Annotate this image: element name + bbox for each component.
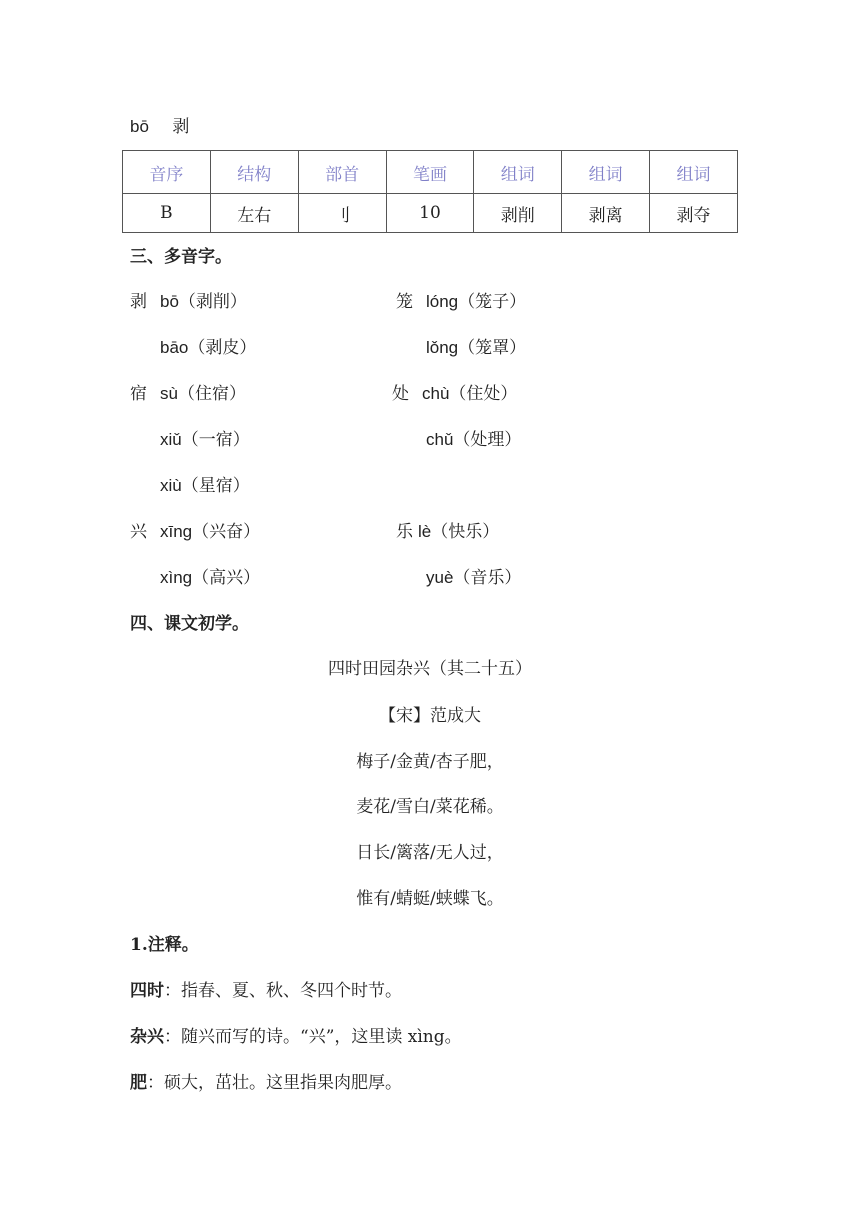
polyphone-char: 宿 — [130, 384, 147, 404]
note-item — [130, 980, 402, 1002]
note-item — [130, 1026, 462, 1048]
note-term: 肥 — [130, 1073, 147, 1093]
table-header-row — [123, 151, 738, 194]
polyphone-word: （笼罩） — [458, 338, 527, 358]
polyphone-word: （住宿） — [177, 384, 246, 404]
table-header-cell: 组词 — [562, 151, 650, 194]
note-separator: ： — [164, 981, 181, 1001]
polyphone-entry — [396, 521, 499, 543]
polyphone-reading: sù — [160, 384, 178, 403]
table-header-cell: 结构 — [210, 151, 298, 194]
header-line — [130, 116, 189, 138]
polyphone-reading: xiǔ — [160, 430, 182, 449]
polyphone-entry — [392, 383, 517, 405]
note-term: 四时 — [130, 981, 164, 1001]
polyphone-reading: xiù — [160, 476, 182, 495]
header-pinyin: bō — [130, 117, 149, 136]
table-row — [123, 194, 738, 233]
table-header-cell: 笔画 — [386, 151, 474, 194]
polyphone-entry — [130, 429, 250, 451]
table-header-cell: 组词 — [650, 151, 738, 194]
poem-line: 日长/篱落/无人过， — [356, 843, 504, 863]
polyphone-entry — [396, 429, 521, 451]
polyphone-char: 笼 — [396, 292, 413, 312]
polyphone-entry — [130, 475, 250, 497]
section-title-polyphones: 三、多音字。 — [130, 247, 232, 267]
poem-line: 麦花/雪白/菜花稀。 — [356, 797, 504, 817]
polyphone-word: （音乐） — [453, 568, 522, 588]
polyphone-reading: chù — [422, 384, 450, 403]
polyphone-word: （剥削） — [178, 292, 247, 312]
polyphone-word: （兴奋） — [192, 522, 261, 542]
poem-title: 四时田园杂兴（其二十五） — [328, 659, 532, 679]
polyphone-word: （星宿） — [181, 476, 250, 496]
polyphone-entry — [396, 567, 521, 589]
table-cell: 剥夺 — [650, 194, 738, 233]
polyphone-word: （剥皮） — [188, 338, 257, 358]
note-text: 硕大，茁壮。这里指果肉肥厚。 — [164, 1073, 402, 1093]
polyphone-entry — [130, 567, 260, 589]
polyphone-entry — [130, 383, 246, 405]
note-text: 指春、夏、秋、冬四个时节。 — [181, 981, 402, 1001]
note-separator: ： — [164, 1027, 181, 1047]
note-text: 随兴而写的诗。“兴”，这里读 xìng。 — [181, 1027, 462, 1047]
polyphone-word: （笼子） — [458, 292, 527, 312]
table-cell: 剥削 — [474, 194, 562, 233]
polyphone-reading: lè — [418, 522, 432, 541]
polyphone-char: 兴 — [130, 522, 147, 542]
polyphone-entry — [130, 521, 260, 543]
poem-line: 惟有/蜻蜓/蛱蝶飞。 — [356, 889, 504, 909]
polyphone-reading: bāo — [160, 338, 189, 357]
polyphone-word: （一宿） — [181, 430, 250, 450]
table-header-cell: 部首 — [298, 151, 386, 194]
polyphone-reading: xīng — [160, 522, 193, 541]
section-title-text-study: 四、课文初学。 — [130, 614, 249, 634]
polyphone-char: 乐 — [396, 522, 413, 542]
polyphone-word: （高兴） — [192, 568, 261, 588]
polyphone-char: 剥 — [130, 292, 147, 312]
polyphone-word: （处理） — [453, 430, 522, 450]
polyphone-entry — [130, 337, 256, 359]
polyphone-entry — [396, 337, 526, 359]
polyphone-word: （快乐） — [431, 522, 500, 542]
poem-line: 梅子/金黄/杏子肥， — [356, 752, 504, 772]
note-term: 杂兴 — [130, 1027, 164, 1047]
polyphone-reading: lóng — [426, 292, 459, 311]
poem-author: 【宋】范成大 — [379, 706, 481, 726]
character-table — [122, 150, 738, 233]
note-separator: ： — [147, 1073, 164, 1093]
header-char: 剥 — [172, 117, 190, 137]
polyphone-reading: chǔ — [426, 430, 454, 449]
polyphone-entry — [130, 291, 247, 313]
polyphone-word: （住处） — [449, 384, 518, 404]
table-cell: 左右 — [210, 194, 298, 233]
polyphone-reading: lǒng — [426, 338, 459, 357]
table-cell: 10 — [386, 194, 474, 233]
polyphone-entry — [396, 291, 526, 313]
table-cell: 剥离 — [562, 194, 650, 233]
table-header-cell: 音序 — [123, 151, 211, 194]
table-header-cell: 组词 — [474, 151, 562, 194]
polyphone-reading: xìng — [160, 568, 193, 587]
note-item — [130, 1072, 402, 1094]
notes-title: 1.注释。 — [130, 935, 199, 955]
table-cell: 刂 — [298, 194, 386, 233]
polyphone-reading: yuè — [426, 568, 454, 587]
polyphone-char: 处 — [392, 384, 409, 404]
table-cell: B — [123, 194, 211, 233]
polyphone-reading: bō — [160, 292, 179, 311]
